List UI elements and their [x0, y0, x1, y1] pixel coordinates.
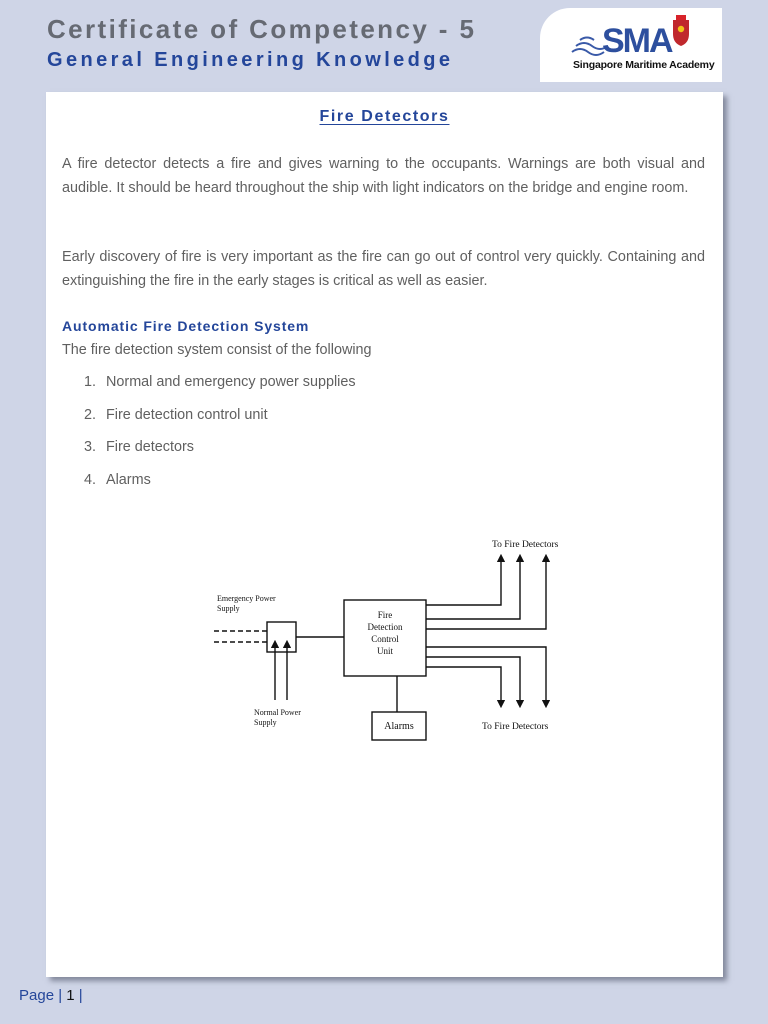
page-footer: [19, 987, 83, 1004]
label-to-fire-detectors-top: To Fire Detectors: [492, 540, 559, 550]
detector-loop-top: [426, 558, 520, 619]
label-normal-supply: Supply: [254, 718, 277, 727]
page-suffix: |: [78, 987, 83, 1004]
label-emergency-supply: Supply: [217, 604, 240, 613]
page-label: Page |: [19, 987, 63, 1004]
header-title: Certificate of Competency - 5: [47, 14, 477, 44]
unit-label-line: Control: [371, 634, 399, 644]
logo-text: SMA: [602, 22, 672, 60]
paragraph-intro: A fire detector detects a fire and gives warning to the occupants. Warnings are both visual and audible. It should be heard throughout the ship with light indicators on the bridge and engine room.: [62, 156, 705, 196]
logo-caption: Singapore Maritime Academy: [573, 59, 715, 71]
header-subtitle: General Engineering Knowledge: [47, 49, 454, 71]
detector-loop-top: [426, 558, 501, 605]
detector-loop-bottom: [426, 667, 501, 704]
components-list: [84, 374, 356, 505]
document-page: [46, 92, 723, 977]
list-item: 2. Fire detection control unit: [84, 406, 268, 423]
detector-loop-bottom: [426, 657, 520, 704]
page-number: 1: [66, 987, 75, 1004]
label-to-fire-detectors-bottom: To Fire Detectors: [482, 722, 549, 732]
list-item: 1. Normal and emergency power supplies: [84, 374, 356, 390]
control-unit-box: [344, 600, 426, 676]
alarms-box: [372, 712, 426, 740]
fire-detection-diagram: [46, 92, 723, 977]
detector-loop-bottom: [426, 647, 546, 704]
list-item: 4. Alarms: [84, 472, 151, 489]
unit-label-line: Unit: [376, 646, 394, 656]
list-item: 3. Fire detectors: [84, 439, 194, 456]
detector-loop-top: [426, 558, 546, 629]
power-junction-box: [267, 622, 296, 652]
unit-label-line: Detection: [367, 622, 403, 632]
logo: [540, 8, 722, 82]
document-heading: Fire Detectors: [319, 108, 450, 125]
list-intro: The fire detection system consist of the following: [62, 342, 372, 358]
label-emergency-power: Emergency Power: [217, 594, 276, 603]
label-normal-power: Normal Power: [254, 708, 301, 717]
alarms-label: Alarms: [384, 721, 414, 732]
unit-label-line: Fire: [377, 610, 393, 620]
crest-icon: [673, 15, 689, 46]
paragraph-discovery: Early discovery of fire is very important as the fire can go out of control very quickly. Containing and extinguishing the fire in the early stages is critical as well as easier.: [62, 249, 705, 289]
section-heading: Automatic Fire Detection System: [62, 318, 310, 334]
